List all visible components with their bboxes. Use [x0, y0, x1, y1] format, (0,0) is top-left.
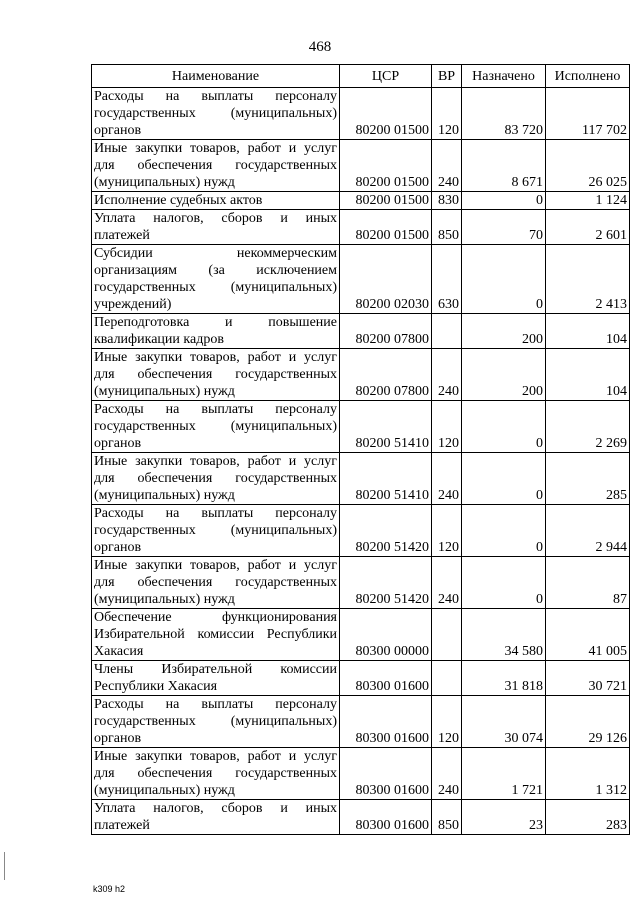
- table-row: [92, 748, 630, 800]
- cell-executed: 2 269: [546, 401, 630, 453]
- cell-name: Переподготовка и повышение квалификации кадров: [92, 314, 340, 349]
- margin-line: [4, 852, 5, 880]
- cell-name: Иные закупки товаров, работ и услуг для обеспечения государственных (муниципальных) нужд: [92, 557, 340, 609]
- cell-assigned: 0: [462, 245, 546, 314]
- cell-vr: 850: [432, 210, 462, 245]
- cell-assigned: 0: [462, 557, 546, 609]
- cell-executed: 283: [546, 800, 630, 835]
- table-row: [92, 210, 630, 245]
- header-name: Наименование: [92, 65, 340, 88]
- table-row: [92, 314, 630, 349]
- budget-table: [91, 64, 630, 835]
- cell-name: Члены Избирательной комиссии Республики Хакасия: [92, 661, 340, 696]
- cell-executed: 2 601: [546, 210, 630, 245]
- header-executed: Исполнено: [546, 65, 630, 88]
- cell-vr: 830: [432, 192, 462, 210]
- cell-csr: 80200 51420: [340, 557, 432, 609]
- footer-code: k309 h2: [93, 884, 126, 894]
- cell-vr: 120: [432, 401, 462, 453]
- cell-name: Субсидии некоммерческим организациям (за исключением государственных (муниципальных) учреждений): [92, 245, 340, 314]
- cell-csr: 80200 01500: [340, 88, 432, 140]
- cell-assigned: 83 720: [462, 88, 546, 140]
- table-row: [92, 505, 630, 557]
- cell-assigned: 1 721: [462, 748, 546, 800]
- cell-vr: 120: [432, 696, 462, 748]
- cell-vr: 630: [432, 245, 462, 314]
- table-row: [92, 609, 630, 661]
- cell-name: Обеспечение функционирования Избирательной комиссии Республики Хакасия: [92, 609, 340, 661]
- cell-vr: 240: [432, 140, 462, 192]
- cell-executed: 104: [546, 314, 630, 349]
- cell-csr: 80200 51410: [340, 453, 432, 505]
- table-row: [92, 800, 630, 835]
- cell-assigned: 31 818: [462, 661, 546, 696]
- table-row: [92, 140, 630, 192]
- cell-vr: 120: [432, 88, 462, 140]
- cell-executed: 117 702: [546, 88, 630, 140]
- cell-name: Исполнение судебных актов: [92, 192, 340, 210]
- table-row: [92, 696, 630, 748]
- cell-name: Расходы на выплаты персоналу государственных (муниципальных) органов: [92, 696, 340, 748]
- cell-executed: 1 312: [546, 748, 630, 800]
- cell-vr: 240: [432, 748, 462, 800]
- cell-assigned: 0: [462, 401, 546, 453]
- cell-name: Расходы на выплаты персоналу государственных (муниципальных) органов: [92, 401, 340, 453]
- cell-executed: 87: [546, 557, 630, 609]
- cell-assigned: 34 580: [462, 609, 546, 661]
- page-number: 468: [308, 39, 332, 55]
- cell-vr: 120: [432, 505, 462, 557]
- cell-csr: 80200 51410: [340, 401, 432, 453]
- table-row: [92, 245, 630, 314]
- cell-csr: 80300 01600: [340, 661, 432, 696]
- cell-vr: 850: [432, 800, 462, 835]
- cell-executed: 2 944: [546, 505, 630, 557]
- cell-name: Иные закупки товаров, работ и услуг для обеспечения государственных (муниципальных) нужд: [92, 748, 340, 800]
- cell-name: Иные закупки товаров, работ и услуг для обеспечения государственных (муниципальных) нужд: [92, 453, 340, 505]
- cell-assigned: 70: [462, 210, 546, 245]
- cell-csr: 80300 01600: [340, 696, 432, 748]
- table-row: [92, 349, 630, 401]
- cell-csr: 80300 01600: [340, 748, 432, 800]
- cell-csr: 80300 00000: [340, 609, 432, 661]
- cell-csr: 80200 01500: [340, 210, 432, 245]
- cell-executed: 41 005: [546, 609, 630, 661]
- table-header-row: [92, 65, 630, 88]
- cell-executed: 26 025: [546, 140, 630, 192]
- table-row: [92, 401, 630, 453]
- header-assigned: Назначено: [462, 65, 546, 88]
- cell-assigned: 0: [462, 453, 546, 505]
- header-csr: ЦСР: [340, 65, 432, 88]
- cell-assigned: 23: [462, 800, 546, 835]
- table-row: [92, 557, 630, 609]
- cell-executed: 1 124: [546, 192, 630, 210]
- cell-assigned: 0: [462, 505, 546, 557]
- header-vr: ВР: [432, 65, 462, 88]
- cell-csr: 80300 01600: [340, 800, 432, 835]
- cell-assigned: 200: [462, 349, 546, 401]
- cell-csr: 80200 07800: [340, 314, 432, 349]
- table-row: [92, 453, 630, 505]
- cell-csr: 80200 01500: [340, 140, 432, 192]
- cell-executed: 29 126: [546, 696, 630, 748]
- table-row: [92, 661, 630, 696]
- cell-name: Иные закупки товаров, работ и услуг для обеспечения государственных (муниципальных) нужд: [92, 140, 340, 192]
- cell-executed: 104: [546, 349, 630, 401]
- cell-vr: 240: [432, 557, 462, 609]
- cell-assigned: 0: [462, 192, 546, 210]
- cell-assigned: 30 074: [462, 696, 546, 748]
- cell-executed: 285: [546, 453, 630, 505]
- cell-executed: 2 413: [546, 245, 630, 314]
- cell-name: Расходы на выплаты персоналу государственных (муниципальных) органов: [92, 88, 340, 140]
- cell-assigned: 200: [462, 314, 546, 349]
- cell-executed: 30 721: [546, 661, 630, 696]
- cell-name: Расходы на выплаты персоналу государственных (муниципальных) органов: [92, 505, 340, 557]
- cell-name: Иные закупки товаров, работ и услуг для обеспечения государственных (муниципальных) нужд: [92, 349, 340, 401]
- cell-vr: 240: [432, 349, 462, 401]
- cell-csr: 80200 01500: [340, 192, 432, 210]
- cell-csr: 80200 51420: [340, 505, 432, 557]
- cell-vr: [432, 314, 462, 349]
- cell-assigned: 8 671: [462, 140, 546, 192]
- table-row: [92, 192, 630, 210]
- cell-vr: [432, 609, 462, 661]
- cell-name: Уплата налогов, сборов и иных платежей: [92, 800, 340, 835]
- table-row: [92, 88, 630, 140]
- cell-csr: 80200 02030: [340, 245, 432, 314]
- cell-name: Уплата налогов, сборов и иных платежей: [92, 210, 340, 245]
- cell-vr: [432, 661, 462, 696]
- cell-csr: 80200 07800: [340, 349, 432, 401]
- cell-vr: 240: [432, 453, 462, 505]
